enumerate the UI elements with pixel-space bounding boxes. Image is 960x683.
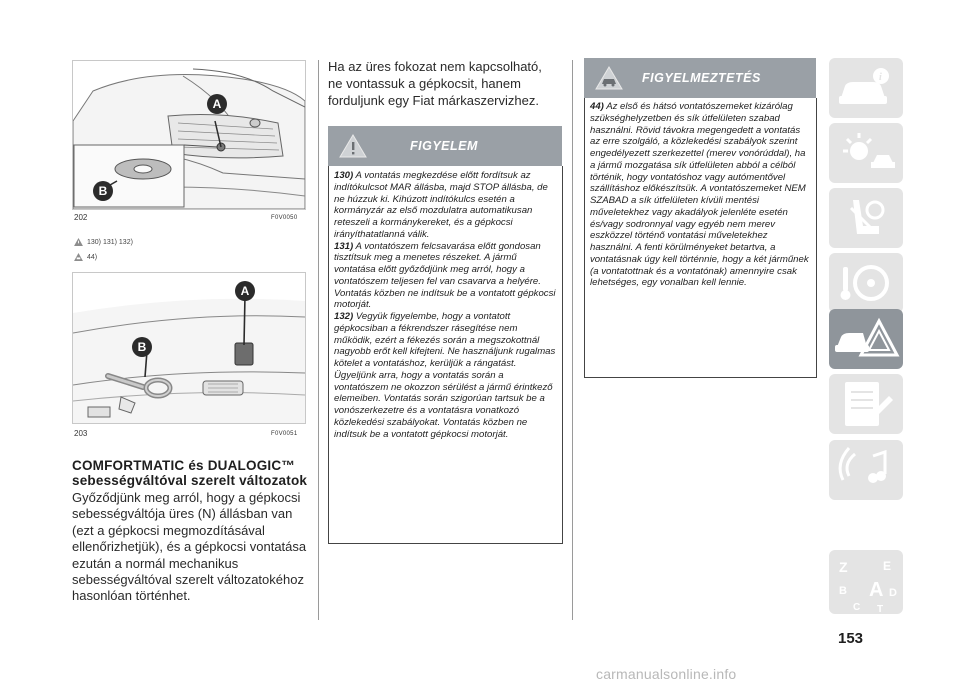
svg-text:E: E [883,559,892,573]
attention-box-header [328,126,562,166]
tab-in-an-emergency[interactable] [829,309,903,369]
svg-text:Z: Z [839,559,848,575]
note-text: A vontatószem felcsavarása előtt gondosan tisztítsuk meg a menetes részeket. A jármű vontatása előtt győződjünk meg arról, hogy a vontatószem teljesen fel van csavarva a helyére. Vontatás közben ne indítsuk be a vontatott gépkocsi motorját. [334,240,556,311]
tab-safety[interactable] [829,188,903,248]
index-letters-icon [829,550,903,614]
note-number: 44) [590,101,604,112]
radio-music-icon [829,440,903,500]
note-text: Az első és hátsó vontatószemeket kizárólag szükséghelyzetben és sík útfelületen szabad használni. Rövid távokra megengedett a vontatás az erre szolgáló, a közlekedési szabályok szerint engedélyezett szerkezettel (merev vonórúddal), ha a jármű mozgatása sík útfelületen abból a célból történik, hogy vontatóshoz vagy autómentővel szállításhoz előkészítsük. A vontatószemeket NEM SZABAD a sík útfelületen kívüli mentési műveletekhez vagy akadályok jelenléte esetén és/vagy sodronnyal vagy egyéb nem merev eszközzel történő vontatási műveletekhez használni. A fenti körülményeket betartva, a vontatásnak úgy kell történnie, hogy a két járműnek (a vontatottnak és a vontatónak) amennyire csak lehetséges, egy vonalban kell lennie. [590,101,809,289]
tab-knowing-the-car[interactable] [829,58,903,118]
warning-box-title: FIGYELMEZTETÉS [642,71,761,85]
caution-car-mini-icon [74,253,83,261]
note-132 [334,311,558,440]
note-number: 131) [334,240,354,252]
figure-202 [72,60,306,210]
warning-box-body [584,98,817,378]
seat-airbag-icon [829,188,903,248]
warning-triangle-icon [338,133,368,159]
reference-line-2 [74,253,97,261]
figure-203 [72,272,306,424]
svg-text:C: C [853,602,861,613]
steering-key-icon [829,253,903,313]
intro-paragraph: Ha az üres fokozat nem kapcsolható, ne vontassuk a gépkocsit, hanem forduljunk egy Fiat márkaszervizhez. [328,59,542,108]
column-divider [318,60,319,620]
dashboard-lights-icon [829,123,903,183]
svg-text:T: T [877,604,884,614]
figure-203-number: 203 [74,429,88,438]
tab-starting-driving[interactable] [829,253,903,313]
caution-car-icon [594,65,624,91]
tab-index[interactable] [829,550,903,614]
reference-number: 44) [87,253,98,261]
section-title: COMFORTMATIC és DUALOGIC™ sebességváltóval szerelt változatok [72,458,308,488]
svg-text:D: D [889,587,897,599]
note-text: A vontatás megkezdése előtt fordítsuk az indítókulcsot MAR állásba, majd STOP állásba, de ne húzzuk ki. Kihúzott indítókulcs esetén a kormányzár az első mozdulatra automatikusan reteszeli a kormánykereket, és a gépkocsi irányíthatatlanná válik. [334,170,548,240]
reference-numbers: 130) 131) 132) [87,238,133,246]
note-130 [334,170,558,241]
emergency-triangle-icon [829,309,903,369]
car-info-icon [829,58,903,118]
watermark: carmanualsonline.info [596,666,737,682]
service-book-icon [829,374,903,434]
tab-maintenance[interactable] [829,374,903,434]
warning-box-header [584,58,816,98]
tab-dashboard[interactable] [829,123,903,183]
label-b-marker: B [93,181,113,201]
note-44 [590,101,812,289]
label-a-marker: A [235,281,255,301]
tab-multimedia[interactable] [829,440,903,500]
page-number: 153 [838,630,864,647]
figure-203-code: F0V0051 [271,431,298,437]
label-b-marker: B [132,337,152,357]
svg-text:B: B [839,585,847,597]
figure-202-code: F0V0050 [271,215,298,221]
note-131 [334,241,558,312]
svg-text:i: i [879,72,882,83]
warning-mini-icon [74,238,83,246]
note-text: Vegyük figyelembe, hogy a vontatott gépkocsiban a fékrendszer rásegítése nem működik, ezért a fékezés során a megszokottnál nagyobb erőt kell kifejteni. Ne használjunk rugalmas kötelet a vontatáshoz, kerüljük a rángatást. Ügyeljünk arra, hogy a vontatás során a vontatószem ne okozzon sérülést a jármű érintkező elemeiben. Vontatás során szigorúan tartsuk be a vonószerkezetre és a vontatásra vonatkozó közlekedési szabályokat. Vontatás közben ne indítsuk be a vontatott gépkocsi motorját. [334,311,556,440]
svg-text:A: A [869,579,884,601]
figure-202-number: 202 [74,213,88,222]
reference-line-1 [74,238,133,246]
section-body: Győződjünk meg arról, hogy a gépkocsi sebességváltója üres (N) állásban van (ezt a gépkocsi megmozdításával ellenőrizhetjük), és a gépkocsi vontatása ezután a normál mechanikus sebességváltóval szerelt változatokéhoz hasonlóan történhet. [72,490,307,604]
attention-box-body [328,166,563,544]
note-number: 130) [334,170,354,181]
attention-box-title: FIGYELEM [410,139,478,153]
note-number: 132) [334,311,354,322]
label-a-marker: A [207,94,227,114]
column-divider [572,60,573,620]
